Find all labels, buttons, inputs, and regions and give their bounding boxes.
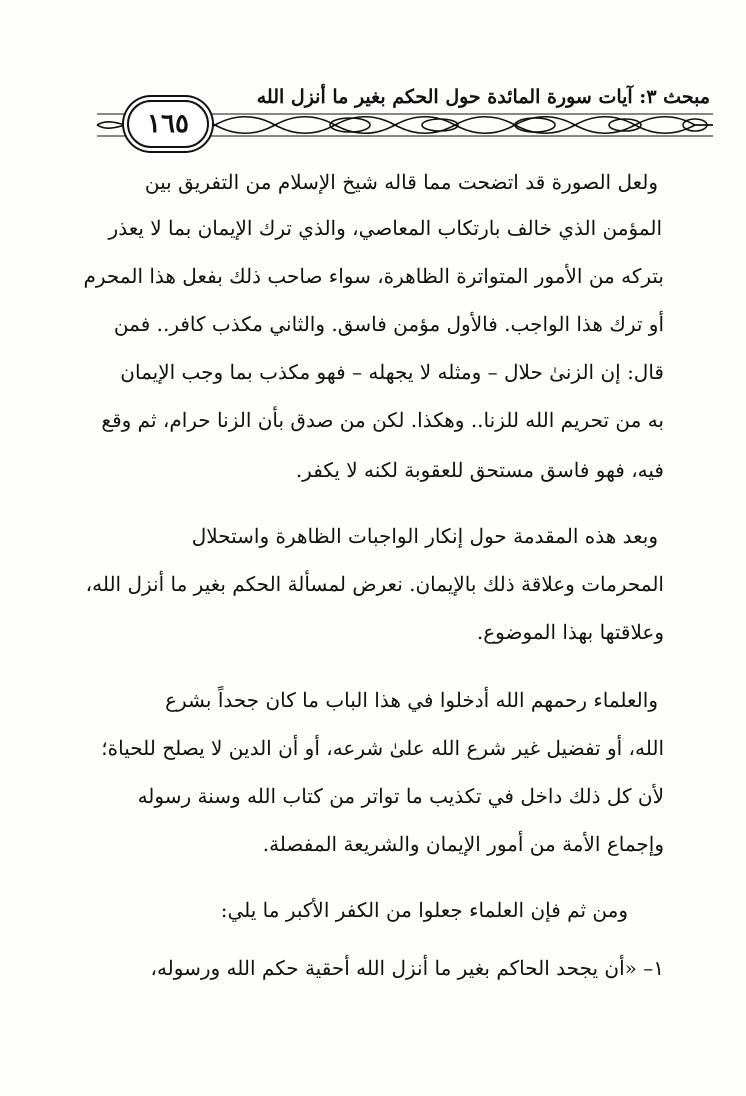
text-line: فيه، فهو فاسق مستحق للعقوبة لكنه لا يكفر. — [295, 458, 664, 482]
text-line: المؤمن الذي خالف بارتكاب المعاصي، والذي ترك الإيمان بما لا يعذر — [108, 216, 662, 240]
text-line: الله، أو تفضيل غير شرع الله علىٰ شرعه، أو أن الدين لا يصلح للحياة؛ — [101, 736, 664, 760]
text-line: أو ترك هذا الواجب. فالأول مؤمن فاسق. والثاني مكذب كافر.. فمن — [113, 312, 664, 336]
text-line: وعلاقتها بهذا الموضوع. — [476, 620, 664, 644]
text-line: لأن كل ذلك داخل في تكذيب ما تواتر من كتاب الله وسنة رسوله — [137, 784, 664, 808]
text-line: بتركه من الأمور المتواترة الظاهرة، سواء صاحب ذلك بفعل هذا المحرم — [83, 264, 664, 288]
page-number: ١٦٥ — [127, 100, 209, 148]
running-title: مبحث ٣: آيات سورة المائدة حول الحكم بغير ما أنزل الله — [256, 86, 710, 108]
text-line: وبعد هذه المقدمة حول إنكار الواجبات الظاهرة واستحلال — [191, 524, 658, 548]
text-line: ولعل الصورة قد اتضحت مما قاله شيخ الإسلام من التفريق بين — [144, 170, 658, 194]
text-line: والعلماء رحمهم الله أدخلوا في هذا الباب ما كان جحداً بشرع — [165, 688, 658, 712]
text-line: وإجماع الأمة من أمور الإيمان والشريعة المفصلة. — [262, 832, 664, 856]
text-line: ومن ثم فإن العلماء جعلوا من الكفر الأكبر ما يلي: — [220, 898, 628, 922]
text-line: قال: إن الزنىٰ حلال – ومثله لا يجهله – فهو مكذب بما وجب الإيمان — [120, 360, 664, 384]
text-line: به من تحريم الله للزنا.. وهكذا. لكن من صدق بأن الزنا حرام، ثم وقع — [101, 408, 664, 432]
text-line: المحرمات وعلاقة ذلك بالإيمان. نعرض لمسألة الحكم بغير ما أنزل الله، — [85, 572, 664, 596]
text-line: ١– «أن يجحد الحاكم بغير ما أنزل الله أحقية حكم الله ورسوله، — [150, 956, 664, 980]
